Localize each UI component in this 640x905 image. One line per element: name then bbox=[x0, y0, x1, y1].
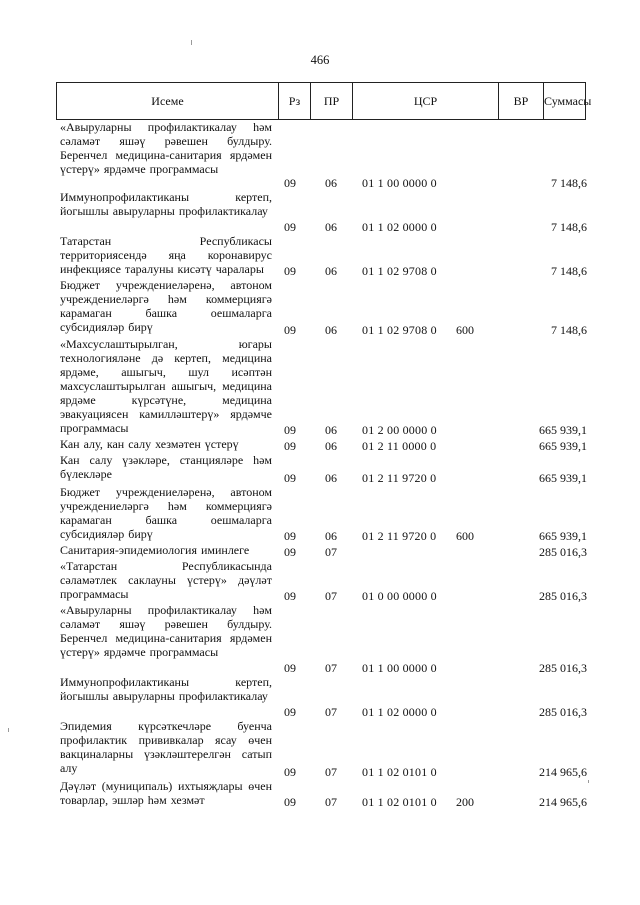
row-sum: 285 016,3 bbox=[539, 545, 587, 559]
row-name: «Авыруларны профилактикалау һәм сәламәт яшәү рәвешен булдыру. Беренчел медицина-санитария ярдәмен үстерү» ярдәмче программасы bbox=[60, 603, 272, 659]
table-body bbox=[0, 120, 640, 809]
table-row bbox=[0, 337, 640, 437]
row-name: «Татарстан Республикасында сәламәтлек саклауны үстерү» дәүләт программасы bbox=[60, 559, 272, 601]
row-sum: 214 965,6 bbox=[539, 765, 587, 779]
row-csr: 01 1 02 9708 0 bbox=[362, 264, 437, 278]
row-name: Иммунопрофилактиканы кертеп, йогышлы авыруларны профилактикалау bbox=[60, 190, 272, 218]
row-pr: 06 bbox=[325, 323, 337, 337]
row-name: Кан алу, кан салу хезмәтен үстерү bbox=[60, 437, 239, 451]
row-pr: 07 bbox=[325, 765, 337, 779]
row-sum: 285 016,3 bbox=[539, 705, 587, 719]
row-vr: 600 bbox=[456, 529, 474, 543]
table-row bbox=[0, 559, 640, 603]
table-row bbox=[0, 120, 640, 190]
table-row bbox=[0, 437, 640, 453]
table-row bbox=[0, 719, 640, 779]
row-pr: 06 bbox=[325, 220, 337, 234]
row-sum: 285 016,3 bbox=[539, 589, 587, 603]
row-name: «Махсуслаштырылган, югары технологияләне дә кертеп, медицина ярдәме, ашыгыч, шул исәптән махсуслаштырылган ашыгыч, медицина ярдәме күрсәтүне, медицина эвакуациясен камилләштерү» ярдәмче программасы bbox=[60, 337, 272, 435]
table-row bbox=[0, 278, 640, 337]
row-rz: 09 bbox=[284, 765, 296, 779]
header-sum: Суммасы bbox=[544, 94, 592, 108]
row-pr: 06 bbox=[325, 529, 337, 543]
row-rz: 09 bbox=[284, 705, 296, 719]
header-csr: ЦСР bbox=[353, 83, 499, 119]
row-pr: 06 bbox=[325, 471, 337, 485]
row-name: Татарстан Республикасы территориясендә яңа коронавирус инфекциясе таралуны кисәтү чаралары bbox=[60, 234, 272, 276]
header-vr: ВР bbox=[499, 83, 544, 119]
header-rz: Рз bbox=[279, 83, 311, 119]
row-pr: 06 bbox=[325, 423, 337, 437]
row-pr: 07 bbox=[325, 705, 337, 719]
row-csr: 01 1 00 0000 0 bbox=[362, 661, 437, 675]
row-csr: 01 1 02 9708 0 bbox=[362, 323, 437, 337]
row-name: Дәүләт (муниципаль) ихтыяҗлары өчен товарлар, эшләр һәм хезмәт bbox=[60, 779, 272, 807]
row-name: Санитария-эпидемиология иминлеге bbox=[60, 543, 250, 557]
row-pr: 06 bbox=[325, 264, 337, 278]
row-pr: 07 bbox=[325, 795, 337, 809]
table-row bbox=[0, 453, 640, 485]
scan-speck bbox=[191, 40, 192, 45]
row-sum: 7 148,6 bbox=[551, 264, 587, 278]
row-csr: 01 1 02 0101 0 bbox=[362, 795, 437, 809]
row-csr: 01 1 00 0000 0 bbox=[362, 176, 437, 190]
page-number: 466 bbox=[310, 53, 330, 67]
row-vr: 200 bbox=[456, 795, 474, 809]
row-pr: 06 bbox=[325, 176, 337, 190]
row-pr: 07 bbox=[325, 661, 337, 675]
row-csr: 01 2 11 0000 0 bbox=[362, 439, 437, 453]
table-row bbox=[0, 675, 640, 719]
table-row bbox=[0, 485, 640, 543]
table-row bbox=[0, 190, 640, 234]
row-csr: 01 1 02 0000 0 bbox=[362, 220, 437, 234]
row-sum: 214 965,6 bbox=[539, 795, 587, 809]
row-rz: 09 bbox=[284, 176, 296, 190]
row-sum: 665 939,1 bbox=[539, 529, 587, 543]
row-rz: 09 bbox=[284, 323, 296, 337]
row-name: Иммунопрофилактиканы кертеп, йогышлы авыруларны профилактикалау bbox=[60, 675, 272, 703]
row-rz: 09 bbox=[284, 545, 296, 559]
header-name: Исеме bbox=[57, 83, 279, 119]
row-sum: 285 016,3 bbox=[539, 661, 587, 675]
row-csr: 01 2 00 0000 0 bbox=[362, 423, 437, 437]
row-csr: 01 1 02 0000 0 bbox=[362, 705, 437, 719]
row-name: Бюджет учреждениеләренә, автоном учреждениеләргә һәм коммерциягә карамаган башка оешмаларга субсидияләр бирү bbox=[60, 278, 272, 334]
row-rz: 09 bbox=[284, 439, 296, 453]
row-name: Эпидемия күрсәткечләре буенча профилактик прививкалар ясау өчен вакциналарны үзәкләштерелгән сатып алу bbox=[60, 719, 272, 775]
row-rz: 09 bbox=[284, 589, 296, 603]
row-csr: 01 0 00 0000 0 bbox=[362, 589, 437, 603]
row-name: Бюджет учреждениеләренә, автоном учреждениеләргә һәм коммерциягә карамаган башка оешмаларга субсидияләр бирү bbox=[60, 485, 272, 541]
row-name: Кан салу үзәкләре, станцияләре һәм бүлекләре bbox=[60, 453, 272, 481]
table-row bbox=[0, 234, 640, 278]
row-sum: 7 148,6 bbox=[551, 323, 587, 337]
row-sum: 665 939,1 bbox=[539, 471, 587, 485]
row-rz: 09 bbox=[284, 529, 296, 543]
row-rz: 09 bbox=[284, 795, 296, 809]
row-pr: 07 bbox=[325, 589, 337, 603]
table-row bbox=[0, 779, 640, 809]
row-csr: 01 1 02 0101 0 bbox=[362, 765, 437, 779]
row-sum: 665 939,1 bbox=[539, 439, 587, 453]
row-sum: 7 148,6 bbox=[551, 220, 587, 234]
row-csr: 01 2 11 9720 0 bbox=[362, 529, 437, 543]
row-rz: 09 bbox=[284, 423, 296, 437]
row-sum: 665 939,1 bbox=[539, 423, 587, 437]
row-sum: 7 148,6 bbox=[551, 176, 587, 190]
header-pr: ПР bbox=[311, 83, 353, 119]
row-pr: 06 bbox=[325, 439, 337, 453]
row-rz: 09 bbox=[284, 220, 296, 234]
row-name: «Авыруларны профилактикалау һәм сәламәт яшәү рәвешен булдыру. Беренчел медицина-санитария ярдәмен үстерү» ярдәмче программасы bbox=[60, 120, 272, 176]
row-rz: 09 bbox=[284, 471, 296, 485]
row-vr: 600 bbox=[456, 323, 474, 337]
row-pr: 07 bbox=[325, 545, 337, 559]
table-row bbox=[0, 543, 640, 559]
row-rz: 09 bbox=[284, 264, 296, 278]
table-header bbox=[56, 82, 592, 120]
row-csr: 01 2 11 9720 0 bbox=[362, 471, 437, 485]
row-rz: 09 bbox=[284, 661, 296, 675]
table-row bbox=[0, 603, 640, 675]
